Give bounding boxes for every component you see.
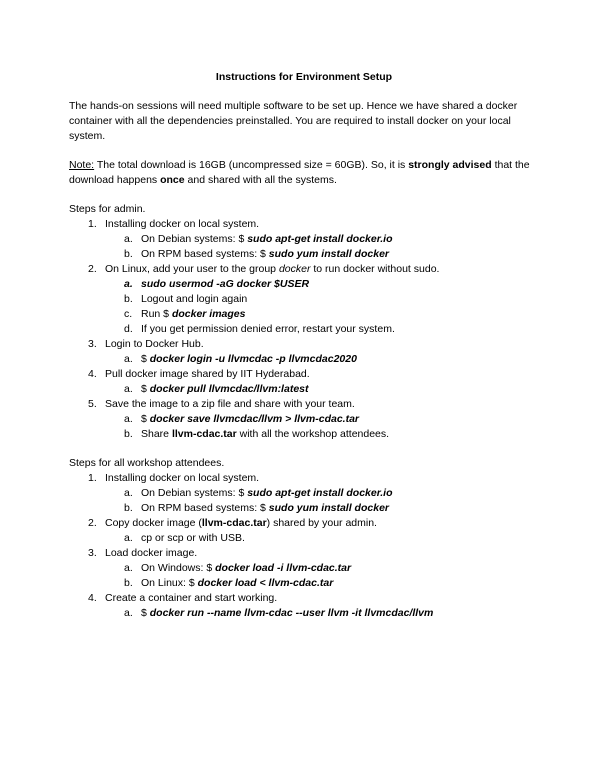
substep-text: If you get permission denied error, restart your system.	[141, 323, 395, 335]
command-text: docker pull llvmcdac/llvm:latest	[149, 383, 309, 395]
attendee-step-1	[69, 471, 539, 516]
substep-text: $	[141, 383, 150, 395]
substep-text: On RPM based systems: $	[141, 248, 269, 260]
attendee-step-2	[69, 516, 539, 546]
command-text: sudo usermod -aG docker $USER	[141, 278, 310, 290]
substep-text: $	[141, 413, 150, 425]
note-text-3: and shared with all the systems.	[184, 174, 337, 186]
admin-steps-list	[69, 217, 539, 442]
command-text: docker save llvmcdac/llvm > llvm-cdac.tar	[149, 413, 360, 425]
admin-step-2a	[69, 277, 539, 292]
note-strong: strongly advised	[408, 159, 492, 171]
attendee-step-1b	[69, 501, 539, 516]
substep-letter: b.	[124, 577, 133, 589]
file-name: llvm-cdac.tar	[171, 428, 237, 440]
admin-step-3a	[69, 352, 539, 367]
step-number: 4.	[88, 592, 97, 604]
group-name: docker	[278, 263, 311, 275]
attendee-step-3	[69, 546, 539, 591]
admin-step-1-substeps	[105, 232, 539, 262]
file-name: llvm-cdac.tar	[201, 517, 267, 529]
substep-letter: a.	[124, 278, 133, 290]
attendee-step-1-substeps	[105, 486, 539, 516]
command-text: sudo yum install docker	[268, 248, 389, 260]
admin-step-2d	[69, 322, 539, 337]
admin-step-5	[69, 397, 539, 442]
attendee-steps-list	[69, 471, 539, 621]
admin-step-5-substeps	[105, 412, 539, 442]
substep-letter: a.	[124, 562, 133, 574]
admin-step-5a	[69, 412, 539, 427]
note-label: Note:	[69, 159, 95, 171]
command-text: docker load < llvm-cdac.tar	[197, 577, 334, 589]
substep-text: $	[141, 607, 150, 619]
step-number: 3.	[88, 547, 97, 559]
step-text: ) shared by your admin.	[266, 517, 377, 529]
admin-step-2	[69, 262, 539, 337]
step-number: 5.	[88, 398, 97, 410]
note-once: once	[160, 174, 185, 186]
substep-letter: b.	[124, 293, 133, 305]
substep-text: $	[141, 353, 150, 365]
command-text: sudo yum install docker	[268, 502, 389, 514]
substep-letter: a.	[124, 233, 133, 245]
note-text-1: The total download is 16GB (uncompressed size = 60GB). So, it is	[94, 159, 409, 171]
substep-letter: a.	[124, 532, 133, 544]
substep-text: On Debian systems: $	[141, 233, 248, 245]
step-text: Login to Docker Hub.	[105, 338, 204, 350]
substep-letter: b.	[124, 248, 133, 260]
command-text: docker login -u llvmcdac -p llvmcdac2020	[149, 353, 357, 365]
admin-step-4	[69, 367, 539, 397]
attendee-step-3b	[69, 576, 539, 591]
attendees-heading: Steps for all workshop attendees.	[69, 457, 225, 469]
substep-text: Run $	[141, 308, 172, 320]
substep-text: with all the workshop attendees.	[236, 428, 390, 440]
attendee-step-4	[69, 591, 539, 621]
step-text: Create a container and start working.	[105, 592, 278, 604]
attendee-step-3a	[69, 561, 539, 576]
step-number: 4.	[88, 368, 97, 380]
admin-step-1	[69, 217, 539, 262]
substep-text: On Windows: $	[141, 562, 216, 574]
step-number: 1.	[88, 218, 97, 230]
substep-letter: d.	[124, 323, 133, 335]
step-text: On Linux, add your user to the group	[105, 263, 279, 275]
substep-letter: a.	[124, 383, 133, 395]
substep-text: cp or scp or with USB.	[141, 532, 245, 544]
command-text: sudo apt-get install docker.io	[247, 487, 393, 499]
substep-letter: a.	[124, 353, 133, 365]
admin-step-1a	[69, 232, 539, 247]
document-body	[69, 70, 539, 635]
substep-text: Share	[141, 428, 172, 440]
step-text: Load docker image.	[105, 547, 198, 559]
admin-heading: Steps for admin.	[69, 203, 146, 215]
substep-letter: b.	[124, 502, 133, 514]
command-text: sudo apt-get install docker.io	[247, 233, 393, 245]
page-title: Instructions for Environment Setup	[215, 71, 393, 83]
note-paragraph	[69, 158, 539, 188]
attendee-step-4-substeps	[105, 606, 539, 621]
attendee-step-2-substeps	[105, 531, 539, 546]
attendee-step-3-substeps	[105, 561, 539, 591]
admin-step-3	[69, 337, 539, 367]
admin-step-2-substeps	[105, 277, 539, 337]
step-number: 2.	[88, 263, 97, 275]
admin-step-2b	[69, 292, 539, 307]
step-number: 2.	[88, 517, 97, 529]
admin-steps-section	[69, 202, 539, 442]
step-text: Installing docker on local system.	[105, 218, 260, 230]
admin-step-4-substeps	[105, 382, 539, 397]
step-text: to run docker without sudo.	[310, 263, 440, 275]
substep-text: On Debian systems: $	[141, 487, 248, 499]
attendee-steps-section	[69, 456, 539, 621]
command-text: docker load -i llvm-cdac.tar	[215, 562, 352, 574]
substep-text: On Linux: $	[141, 577, 198, 589]
admin-step-1b	[69, 247, 539, 262]
command-text: docker run --name llvm-cdac --user llvm -it llvmcdac/llvm	[149, 607, 434, 619]
admin-step-3-substeps	[105, 352, 539, 367]
step-number: 3.	[88, 338, 97, 350]
attendee-step-4a	[69, 606, 539, 621]
admin-step-2c	[69, 307, 539, 322]
substep-letter: a.	[124, 487, 133, 499]
step-text: Copy docker image (	[105, 517, 202, 529]
substep-letter: a.	[124, 413, 133, 425]
attendee-step-2a	[69, 531, 539, 546]
note-text-2: that the download happens	[69, 159, 530, 186]
attendee-step-1a	[69, 486, 539, 501]
substep-text: On RPM based systems: $	[141, 502, 269, 514]
substep-text: Logout and login again	[141, 293, 248, 305]
step-text: Save the image to a zip file and share with your team.	[105, 398, 355, 410]
step-text: Installing docker on local system.	[105, 472, 260, 484]
admin-step-4a	[69, 382, 539, 397]
admin-step-5b	[69, 427, 539, 442]
substep-letter: a.	[124, 607, 133, 619]
command-text: docker images	[171, 308, 246, 320]
step-number: 1.	[88, 472, 97, 484]
substep-letter: b.	[124, 428, 133, 440]
substep-letter: c.	[124, 308, 133, 320]
intro-paragraph: The hands-on sessions will need multiple software to be set up. Hence we have shared a docker container with all the dependencies preinstalled. You are required to install docker on your local system.	[69, 100, 518, 142]
step-text: Pull docker image shared by IIT Hyderabad.	[105, 368, 310, 380]
